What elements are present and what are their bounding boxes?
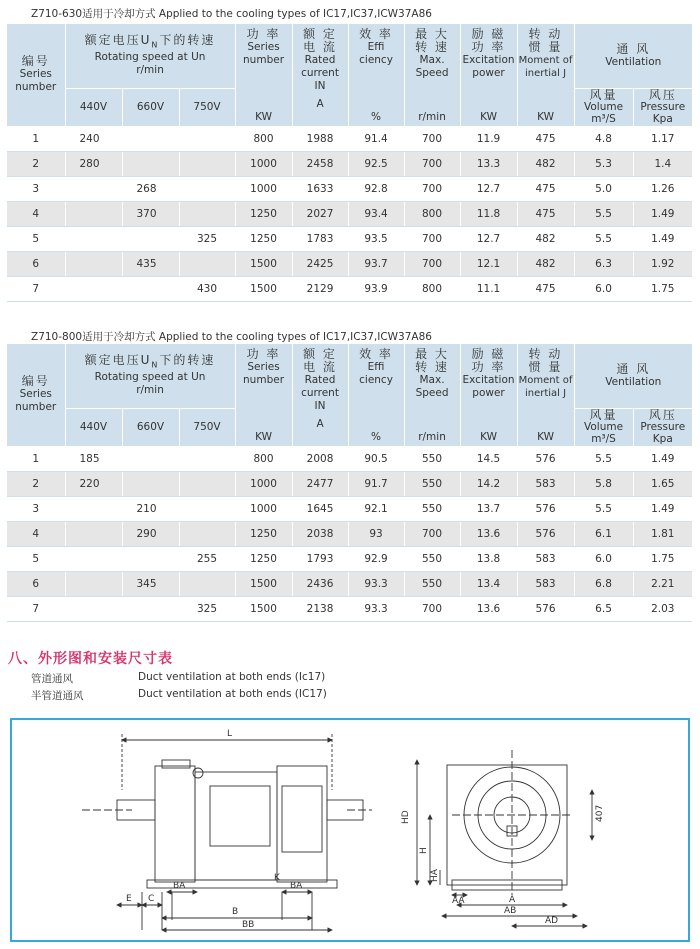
cell-v660: 435 — [122, 251, 179, 276]
cell-vol: 6.0 — [574, 276, 633, 301]
inertia-header: 转 动 惯 量 Moment of inertial J KW — [517, 344, 574, 446]
cell-no: 4 — [7, 521, 65, 546]
dim-HA: HA — [430, 869, 440, 882]
cell-current: 2027 — [292, 201, 348, 226]
dim-BA-left: BA — [173, 881, 186, 891]
cell-v440 — [65, 176, 122, 201]
cell-pres: 1.49 — [633, 226, 692, 251]
cell-speed: 700 — [404, 596, 460, 621]
cell-vol: 5.5 — [574, 201, 633, 226]
cell-current: 2436 — [292, 571, 348, 596]
cell-power: 1500 — [235, 571, 292, 596]
cell-v750: 325 — [179, 226, 235, 251]
cell-no: 6 — [7, 251, 65, 276]
cell-inertia: 583 — [517, 571, 574, 596]
cell-current: 2008 — [292, 446, 348, 471]
cell-speed: 700 — [404, 226, 460, 251]
outline-drawing-frame — [10, 718, 690, 942]
series-header: 编号 Series number — [7, 344, 65, 446]
cell-v750 — [179, 126, 235, 151]
cell-power: 800 — [235, 446, 292, 471]
cell-v660 — [122, 546, 179, 571]
table-row — [7, 151, 692, 176]
dim-AD: AD — [545, 916, 559, 926]
cell-pres: 1.17 — [633, 126, 692, 151]
cell-power: 1500 — [235, 596, 292, 621]
cell-v660: 268 — [122, 176, 179, 201]
cell-exc: 11.8 — [460, 201, 517, 226]
cell-inertia: 576 — [517, 521, 574, 546]
cell-speed: 700 — [404, 176, 460, 201]
cell-no: 4 — [7, 201, 65, 226]
cell-v440 — [65, 276, 122, 301]
cell-inertia: 576 — [517, 596, 574, 621]
cell-pres: 1.81 — [633, 521, 692, 546]
volume-header: 风量 Volume m³/S — [574, 88, 633, 126]
cell-eff: 91.7 — [348, 471, 404, 496]
cell-power: 1000 — [235, 496, 292, 521]
table-row — [7, 546, 692, 571]
cell-pres: 1.26 — [633, 176, 692, 201]
ventilation-note-2 — [31, 688, 327, 703]
cell-vol: 5.5 — [574, 446, 633, 471]
cell-power: 1000 — [235, 471, 292, 496]
cell-current: 1633 — [292, 176, 348, 201]
cell-v440 — [65, 571, 122, 596]
cell-v440: 220 — [65, 471, 122, 496]
cell-power: 1250 — [235, 226, 292, 251]
cell-exc: 14.2 — [460, 471, 517, 496]
cell-v750 — [179, 151, 235, 176]
cell-v750: 325 — [179, 596, 235, 621]
cell-v750 — [179, 571, 235, 596]
cell-speed: 700 — [404, 521, 460, 546]
v660-header: 660V — [122, 88, 179, 126]
cell-v660 — [122, 226, 179, 251]
cell-v660 — [122, 471, 179, 496]
cell-current: 1988 — [292, 126, 348, 151]
cell-v660 — [122, 596, 179, 621]
cell-exc: 13.6 — [460, 521, 517, 546]
table1-caption: Z710-630适用于冷却方式 Applied to the cooling types of IC17,IC37,ICW37A86 — [31, 8, 432, 20]
table-row — [7, 446, 692, 471]
cell-eff: 93.9 — [348, 276, 404, 301]
cell-v660 — [122, 446, 179, 471]
table-row — [7, 471, 692, 496]
cell-pres: 1.49 — [633, 496, 692, 521]
current-header: 额 定 电 流 Rated current IN A — [292, 24, 348, 126]
cell-power: 1250 — [235, 521, 292, 546]
cell-current: 2138 — [292, 596, 348, 621]
voltage-header: 额定电压$U_N$下的转速 Rotating speed at Un r/min — [65, 344, 235, 408]
table-row — [7, 521, 692, 546]
v750-header: 750V — [179, 88, 235, 126]
max-speed-header: 最 大 转 速 Max. Speed r/min — [404, 344, 460, 446]
cell-eff: 93 — [348, 521, 404, 546]
cell-pres: 1.75 — [633, 276, 692, 301]
efficiency-header: 效 率 Effi ciency % — [348, 24, 404, 126]
table-row — [7, 596, 692, 621]
cell-pres: 1.65 — [633, 471, 692, 496]
cell-speed: 700 — [404, 151, 460, 176]
table-row — [7, 176, 692, 201]
current-header: 额 定 电 流 Rated current IN A — [292, 344, 348, 446]
cell-pres: 1.49 — [633, 201, 692, 226]
cell-vol: 5.3 — [574, 151, 633, 176]
cell-exc: 13.4 — [460, 571, 517, 596]
cell-vol: 6.3 — [574, 251, 633, 276]
cell-speed: 550 — [404, 496, 460, 521]
cell-v660: 290 — [122, 521, 179, 546]
cell-eff: 92.8 — [348, 176, 404, 201]
cell-eff: 93.3 — [348, 596, 404, 621]
v440-header: 440V — [65, 408, 122, 446]
cell-no: 5 — [7, 546, 65, 571]
volume-header: 风量 Volume m³/S — [574, 408, 633, 446]
cell-inertia: 482 — [517, 151, 574, 176]
cell-eff: 92.5 — [348, 151, 404, 176]
v660-header: 660V — [122, 408, 179, 446]
cell-pres: 1.49 — [633, 446, 692, 471]
cell-v660: 370 — [122, 201, 179, 226]
efficiency-header: 效 率 Effi ciency % — [348, 344, 404, 446]
ventilation-note-1 — [31, 671, 326, 686]
inertia-header: 转 动 惯 量 Moment of inertial J KW — [517, 24, 574, 126]
cell-inertia: 482 — [517, 226, 574, 251]
cell-vol: 5.0 — [574, 176, 633, 201]
v440-header: 440V — [65, 88, 122, 126]
cell-inertia: 475 — [517, 276, 574, 301]
cell-exc: 13.8 — [460, 546, 517, 571]
cell-power: 800 — [235, 126, 292, 151]
excitation-header: 励 磁 功 率 Excitation power KW — [460, 344, 517, 446]
power-header: 功 率 Series number KW — [235, 344, 292, 446]
cell-v660 — [122, 151, 179, 176]
cell-eff: 93.3 — [348, 571, 404, 596]
table-row — [7, 226, 692, 251]
cell-current: 2458 — [292, 151, 348, 176]
cell-v440 — [65, 496, 122, 521]
cell-vol: 4.8 — [574, 126, 633, 151]
motor-outline-drawing — [12, 720, 688, 940]
ventilation-header: 通 风 Ventilation — [574, 24, 692, 88]
dim-AA: AA — [452, 896, 465, 906]
cell-v440 — [65, 201, 122, 226]
cell-current: 1645 — [292, 496, 348, 521]
power-header: 功 率 Series number KW — [235, 24, 292, 126]
cell-exc: 12.7 — [460, 176, 517, 201]
cell-vol: 6.5 — [574, 596, 633, 621]
cell-no: 2 — [7, 471, 65, 496]
table-row — [7, 201, 692, 226]
cell-no: 3 — [7, 496, 65, 521]
cell-inertia: 482 — [517, 251, 574, 276]
cell-exc: 11.9 — [460, 126, 517, 151]
cell-v750 — [179, 176, 235, 201]
cell-power: 1500 — [235, 276, 292, 301]
cell-exc: 13.3 — [460, 151, 517, 176]
cell-exc: 13.7 — [460, 496, 517, 521]
dim-C: C — [148, 894, 155, 904]
cell-v440 — [65, 521, 122, 546]
cell-v440 — [65, 596, 122, 621]
ventilation-note-en: Duct ventilation at both ends (IC17) — [138, 688, 327, 700]
dim-E: E — [126, 894, 132, 904]
dim-407: 407 — [595, 804, 605, 822]
cell-v440 — [65, 546, 122, 571]
ventilation-note-en: Duct ventilation at both ends (Ic17) — [138, 671, 326, 683]
cell-v750: 430 — [179, 276, 235, 301]
table-row — [7, 571, 692, 596]
dim-AB: AB — [504, 906, 517, 916]
dim-A: A — [509, 895, 516, 905]
cell-v750 — [179, 471, 235, 496]
cell-v750 — [179, 201, 235, 226]
cell-v660: 210 — [122, 496, 179, 521]
ventilation-note-zh: 管道通风 — [31, 673, 73, 685]
cell-current: 2477 — [292, 471, 348, 496]
cell-v750 — [179, 446, 235, 471]
section-title: 八、外形图和安装尺寸表 — [8, 651, 173, 667]
cell-inertia: 576 — [517, 446, 574, 471]
ventilation-note-zh: 半管道通风 — [31, 690, 84, 702]
cell-inertia: 475 — [517, 176, 574, 201]
cell-power: 1500 — [235, 251, 292, 276]
dim-BB: BB — [242, 920, 255, 930]
cell-power: 1250 — [235, 546, 292, 571]
cell-no: 1 — [7, 126, 65, 151]
ventilation-header: 通 风 Ventilation — [574, 344, 692, 408]
cell-no: 7 — [7, 596, 65, 621]
cell-speed: 700 — [404, 126, 460, 151]
spec-table-800 — [7, 344, 692, 622]
end-view — [417, 750, 592, 926]
cell-v440: 240 — [65, 126, 122, 151]
spec-table-630 — [7, 24, 692, 302]
cell-current: 1793 — [292, 546, 348, 571]
cell-v750: 255 — [179, 546, 235, 571]
table-row — [7, 496, 692, 521]
cell-vol: 6.0 — [574, 546, 633, 571]
excitation-header: 励 磁 功 率 Excitation power KW — [460, 24, 517, 126]
cell-v440 — [65, 251, 122, 276]
cell-eff: 92.1 — [348, 496, 404, 521]
cell-speed: 550 — [404, 471, 460, 496]
cell-power: 1250 — [235, 201, 292, 226]
pressure-header: 风压 Pressure Kpa — [633, 88, 692, 126]
cell-inertia: 475 — [517, 201, 574, 226]
table-row — [7, 251, 692, 276]
cell-exc: 13.6 — [460, 596, 517, 621]
cell-v440: 280 — [65, 151, 122, 176]
cell-speed: 800 — [404, 201, 460, 226]
cell-v660 — [122, 126, 179, 151]
cell-v440: 185 — [65, 446, 122, 471]
cell-exc: 11.1 — [460, 276, 517, 301]
cell-pres: 1.92 — [633, 251, 692, 276]
cell-v440 — [65, 226, 122, 251]
cell-speed: 550 — [404, 546, 460, 571]
cell-current: 2129 — [292, 276, 348, 301]
cell-inertia: 583 — [517, 471, 574, 496]
table-row — [7, 126, 692, 151]
dim-B: B — [232, 907, 239, 917]
dim-H: H — [419, 847, 429, 854]
cell-vol: 6.8 — [574, 571, 633, 596]
cell-no: 2 — [7, 151, 65, 176]
cell-vol: 5.8 — [574, 471, 633, 496]
cell-current: 2425 — [292, 251, 348, 276]
cell-vol: 5.5 — [574, 496, 633, 521]
cell-vol: 6.1 — [574, 521, 633, 546]
cell-eff: 93.7 — [348, 251, 404, 276]
pressure-header: 风压 Pressure Kpa — [633, 408, 692, 446]
cell-no: 7 — [7, 276, 65, 301]
cell-pres: 1.4 — [633, 151, 692, 176]
cell-eff: 93.5 — [348, 226, 404, 251]
cell-pres: 1.75 — [633, 546, 692, 571]
dim-BA-right: BA — [290, 881, 303, 891]
dim-HD: HD — [401, 810, 411, 824]
cell-eff: 93.4 — [348, 201, 404, 226]
cell-inertia: 583 — [517, 546, 574, 571]
cell-speed: 800 — [404, 276, 460, 301]
cell-no: 3 — [7, 176, 65, 201]
cell-exc: 12.1 — [460, 251, 517, 276]
cell-no: 5 — [7, 226, 65, 251]
cell-power: 1000 — [235, 176, 292, 201]
cell-pres: 2.03 — [633, 596, 692, 621]
cell-eff: 92.9 — [348, 546, 404, 571]
cell-exc: 12.7 — [460, 226, 517, 251]
cell-no: 6 — [7, 571, 65, 596]
cell-v750 — [179, 496, 235, 521]
v750-header: 750V — [179, 408, 235, 446]
series-header: 编号 Series number — [7, 24, 65, 126]
cell-v660: 345 — [122, 571, 179, 596]
cell-v750 — [179, 251, 235, 276]
cell-eff: 90.5 — [348, 446, 404, 471]
cell-inertia: 475 — [517, 126, 574, 151]
cell-pres: 2.21 — [633, 571, 692, 596]
dim-L: L — [227, 729, 233, 739]
cell-exc: 14.5 — [460, 446, 517, 471]
cell-no: 1 — [7, 446, 65, 471]
cell-current: 2038 — [292, 521, 348, 546]
cell-eff: 91.4 — [348, 126, 404, 151]
cell-power: 1000 — [235, 151, 292, 176]
cell-v750 — [179, 521, 235, 546]
cell-v660 — [122, 276, 179, 301]
cell-speed: 700 — [404, 251, 460, 276]
dim-K: K — [274, 873, 280, 883]
cell-speed: 550 — [404, 446, 460, 471]
max-speed-header: 最 大 转 速 Max. Speed r/min — [404, 24, 460, 126]
cell-vol: 5.5 — [574, 226, 633, 251]
voltage-header: 额定电压$U_N$下的转速 Rotating speed at Un r/min — [65, 24, 235, 88]
table-row — [7, 276, 692, 301]
cell-current: 1783 — [292, 226, 348, 251]
table2-caption: Z710-800适用于冷却方式 Applied to the cooling types of IC17,IC37,ICW37A86 — [31, 331, 432, 343]
cell-inertia: 576 — [517, 496, 574, 521]
cell-speed: 550 — [404, 571, 460, 596]
